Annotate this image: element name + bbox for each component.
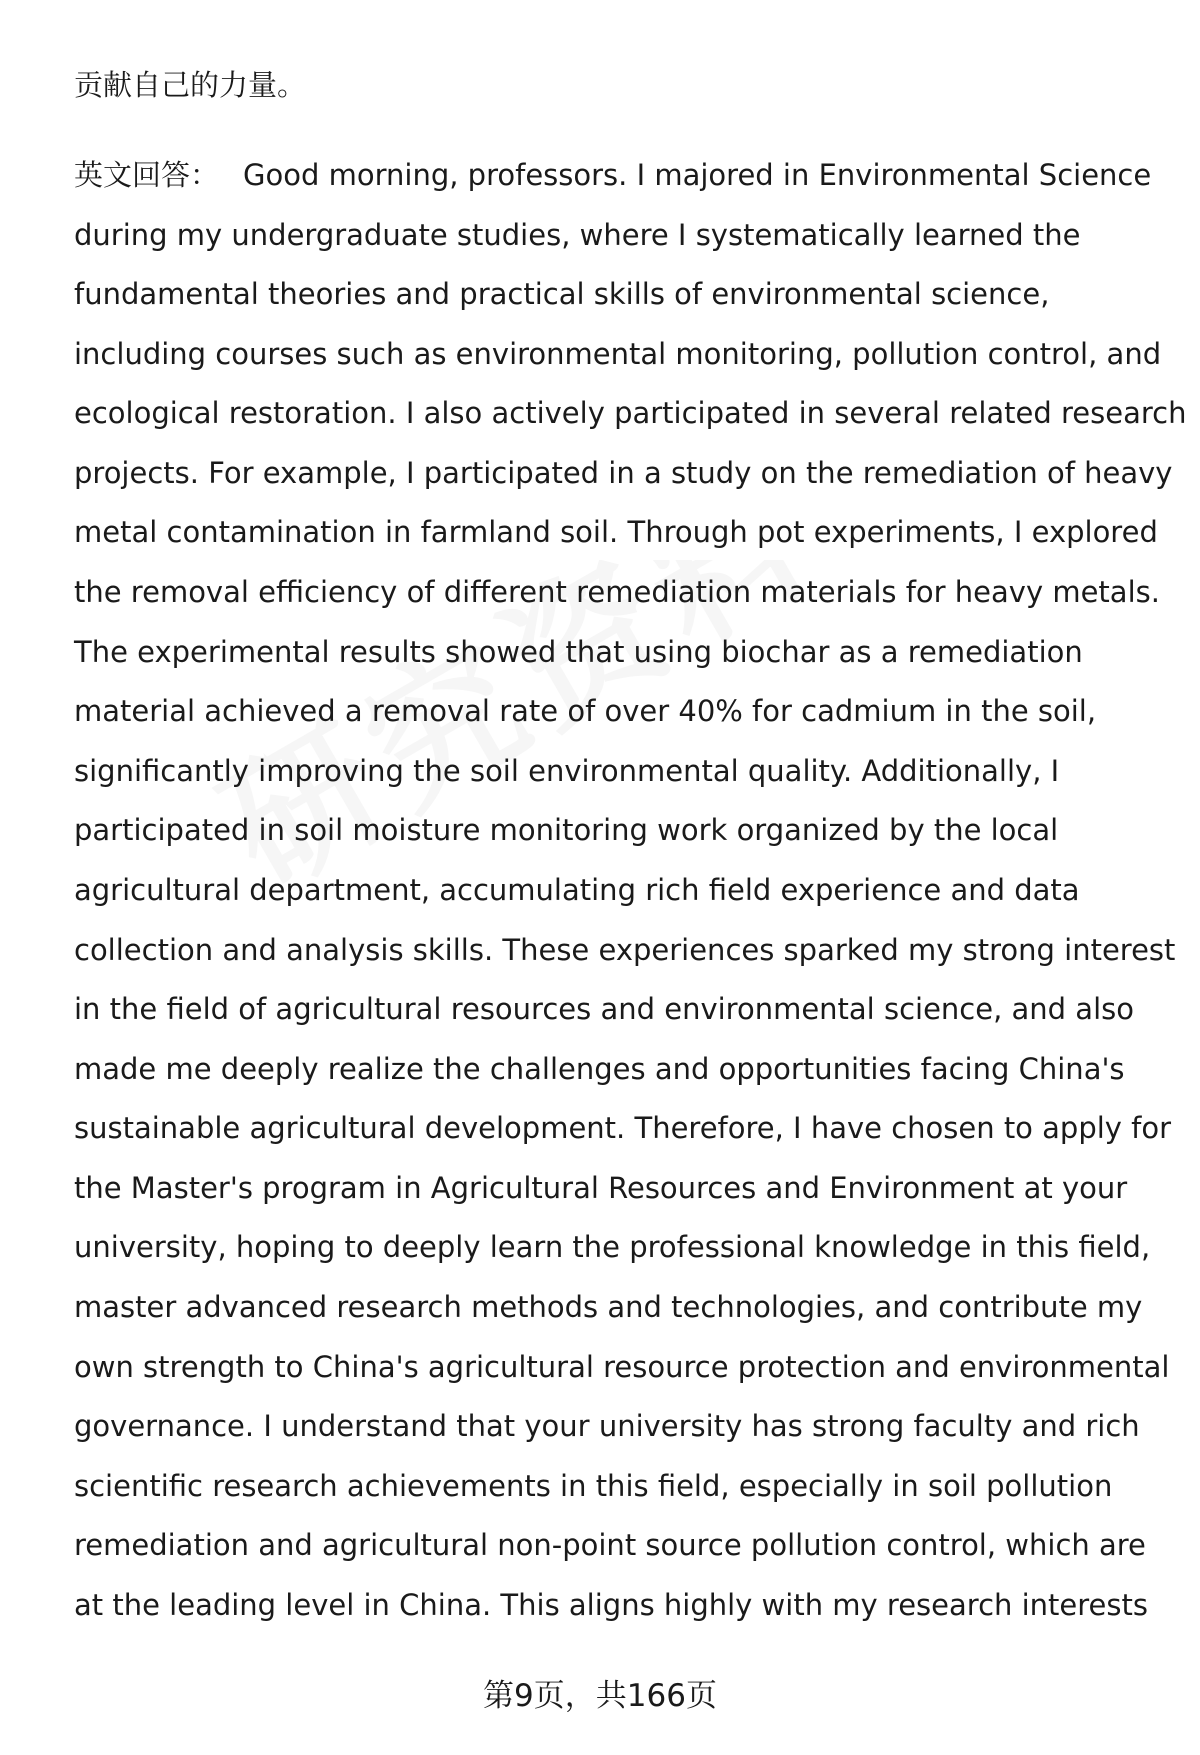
answer-line: fundamental theories and practical skills of environmental science, <box>74 277 1050 311</box>
answer-label: 英文回答： <box>74 158 220 192</box>
answer-line: agricultural department, accumulating rich field experience and data <box>74 873 1080 907</box>
answer-line: made me deeply realize the challenges and opportunities facing China's <box>74 1052 1125 1086</box>
answer-line: during my undergraduate studies, where I systematically learned the <box>74 218 1081 252</box>
answer-line: remediation and agricultural non-point source pollution control, which are <box>74 1528 1146 1562</box>
answer-first-line <box>74 155 1151 195</box>
answer-line: governance. I understand that your university has strong faculty and rich <box>74 1409 1140 1443</box>
answer-line: scientific research achievements in this field, especially in soil pollution <box>74 1469 1113 1503</box>
answer-line: the removal efficiency of different remediation materials for heavy metals. <box>74 575 1160 609</box>
answer-line: participated in soil moisture monitoring work organized by the local <box>74 813 1059 847</box>
answer-line: university, hoping to deeply learn the professional knowledge in this field, <box>74 1230 1151 1264</box>
answer-line: significantly improving the soil environmental quality. Additionally, I <box>74 754 1060 788</box>
answer-line: ecological restoration. I also actively participated in several related research <box>74 396 1187 430</box>
answer-line: collection and analysis skills. These experiences sparked my strong interest <box>74 933 1176 967</box>
answer-line: master advanced research methods and technologies, and contribute my <box>74 1290 1143 1324</box>
answer-line: in the field of agricultural resources and environmental science, and also <box>74 992 1134 1026</box>
answer-line: The experimental results showed that using biochar as a remediation <box>74 635 1083 669</box>
answer-line: material achieved a removal rate of over 40% for cadmium in the soil, <box>74 694 1097 728</box>
answer-first-line-text: Good morning, professors. I majored in Environmental Science <box>243 158 1152 192</box>
page-indicator: 第9页，共166页 <box>483 1678 717 1714</box>
answer-line: sustainable agricultural development. Therefore, I have chosen to apply for <box>74 1111 1172 1145</box>
answer-line: own strength to China's agricultural resource protection and environmental <box>74 1350 1170 1384</box>
answer-line: at the leading level in China. This aligns highly with my research interests <box>74 1588 1148 1622</box>
answer-line: projects. For example, I participated in a study on the remediation of heavy <box>74 456 1173 490</box>
answer-line: metal contamination in farmland soil. Through pot experiments, I explored <box>74 515 1158 549</box>
answer-line: including courses such as environmental monitoring, pollution control, and <box>74 337 1162 371</box>
continuation-line: 贡献自己的力量。 <box>74 68 307 102</box>
answer-line: the Master's program in Agricultural Resources and Environment at your <box>74 1171 1128 1205</box>
